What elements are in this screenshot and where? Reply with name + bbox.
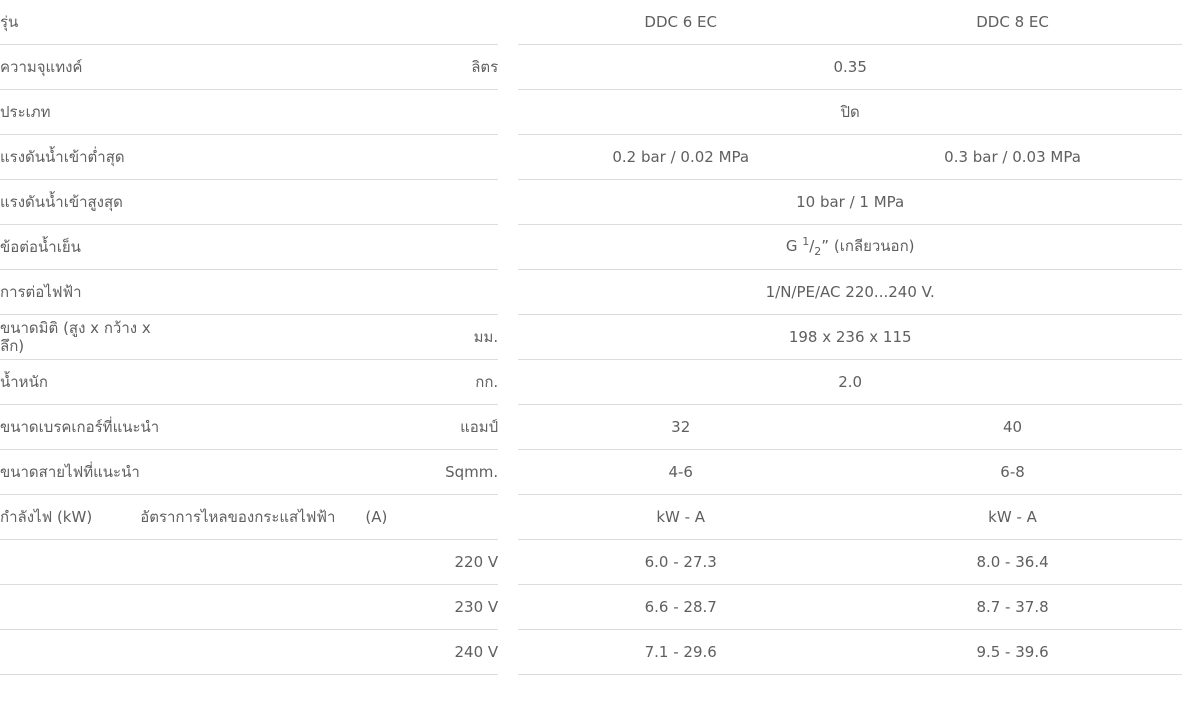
row-unit: ลิตร xyxy=(173,45,498,90)
voltage-label: 220 V xyxy=(173,540,498,585)
column-gap xyxy=(498,495,518,540)
row-unit: กก. xyxy=(173,360,498,405)
row-label: ความจุแทงค์ xyxy=(0,45,173,90)
row-value-ddc6: 4-6 xyxy=(518,450,843,495)
row-unit xyxy=(173,135,498,180)
row-value-shared: 1/N/PE/AC 220...240 V. xyxy=(518,270,1182,315)
voltage-value-ddc8: 8.0 - 36.4 xyxy=(843,540,1182,585)
row-label: ข้อต่อน้ำเย็น xyxy=(0,225,173,270)
row-label-blank xyxy=(0,540,173,585)
voltage-label: 230 V xyxy=(173,585,498,630)
row-value-shared: ปิด xyxy=(518,90,1182,135)
row-label: น้ำหนัก xyxy=(0,360,173,405)
row-label: ขนาดเบรคเกอร์ที่แนะนำ xyxy=(0,405,173,450)
table-row xyxy=(0,180,1182,225)
column-gap xyxy=(498,585,518,630)
row-value-shared: 2.0 xyxy=(518,360,1182,405)
row-label: ขนาดมิติ (สูง x กว้าง x ลึก) xyxy=(0,315,173,360)
column-gap xyxy=(498,405,518,450)
header-model-ddc8: DDC 8 EC xyxy=(843,0,1182,45)
column-gap xyxy=(498,135,518,180)
row-label: การต่อไฟฟ้า xyxy=(0,270,173,315)
row-label: แรงดันน้ำเข้าสูงสุด xyxy=(0,180,173,225)
column-gap xyxy=(498,630,518,675)
power-kw-label: กำลังไฟ (kW) xyxy=(0,508,93,526)
voltage-value-ddc6: 6.0 - 27.3 xyxy=(518,540,843,585)
table-row xyxy=(0,360,1182,405)
column-gap xyxy=(498,225,518,270)
power-current-unit: (A) xyxy=(365,508,388,526)
row-label-blank xyxy=(0,630,173,675)
row-unit: มม. xyxy=(173,315,498,360)
column-gap xyxy=(498,180,518,225)
voltage-label: 240 V xyxy=(173,630,498,675)
header-label-model: รุ่น xyxy=(0,0,173,45)
row-value-ddc6: 32 xyxy=(518,405,843,450)
row-label: ขนาดสายไฟที่แนะนำ xyxy=(0,450,173,495)
table-header-row xyxy=(0,0,1182,45)
column-gap xyxy=(498,315,518,360)
row-label-blank xyxy=(0,585,173,630)
voltage-value-ddc6: 6.6 - 28.7 xyxy=(518,585,843,630)
table-row xyxy=(0,450,1182,495)
row-value-ddc8: 40 xyxy=(843,405,1182,450)
voltage-value-ddc8: 9.5 - 39.6 xyxy=(843,630,1182,675)
table-row xyxy=(0,90,1182,135)
column-gap xyxy=(498,270,518,315)
row-value-ddc8: 0.3 bar / 0.03 MPa xyxy=(843,135,1182,180)
power-section-label-cell xyxy=(0,495,498,540)
voltage-row xyxy=(0,540,1182,585)
header-unit-blank xyxy=(173,0,498,45)
column-gap xyxy=(498,540,518,585)
column-gap xyxy=(498,360,518,405)
row-unit: Sqmm. xyxy=(173,450,498,495)
row-label: ประเภท xyxy=(0,90,173,135)
voltage-value-ddc8: 8.7 - 37.8 xyxy=(843,585,1182,630)
table-row xyxy=(0,45,1182,90)
column-gap xyxy=(498,90,518,135)
row-unit xyxy=(173,180,498,225)
row-value-ddc8: 6-8 xyxy=(843,450,1182,495)
power-current-label: อัตราการไหลของกระแสไฟฟ้า xyxy=(140,508,336,526)
row-value-shared: G $^1/_2$” (เกลียวนอก) xyxy=(518,225,1182,270)
column-gap xyxy=(498,45,518,90)
row-unit: แอมป์ xyxy=(173,405,498,450)
column-gap xyxy=(498,450,518,495)
row-value-shared: 198 x 236 x 115 xyxy=(518,315,1182,360)
power-header-ddc8: kW - A xyxy=(843,495,1182,540)
power-header-ddc6: kW - A xyxy=(518,495,843,540)
table-row xyxy=(0,135,1182,180)
voltage-row xyxy=(0,630,1182,675)
row-unit xyxy=(173,225,498,270)
table-row xyxy=(0,405,1182,450)
power-section-header-row xyxy=(0,495,1182,540)
column-gap xyxy=(498,0,518,45)
row-value-shared: 0.35 xyxy=(518,45,1182,90)
row-unit xyxy=(173,90,498,135)
header-model-ddc6: DDC 6 EC xyxy=(518,0,843,45)
table-row xyxy=(0,270,1182,315)
row-unit xyxy=(173,270,498,315)
row-label: แรงดันน้ำเข้าต่ำสุด xyxy=(0,135,173,180)
voltage-value-ddc6: 7.1 - 29.6 xyxy=(518,630,843,675)
row-value-ddc6: 0.2 bar / 0.02 MPa xyxy=(518,135,843,180)
voltage-row xyxy=(0,585,1182,630)
table-row xyxy=(0,225,1182,270)
table-row xyxy=(0,315,1182,360)
row-value-shared: 10 bar / 1 MPa xyxy=(518,180,1182,225)
